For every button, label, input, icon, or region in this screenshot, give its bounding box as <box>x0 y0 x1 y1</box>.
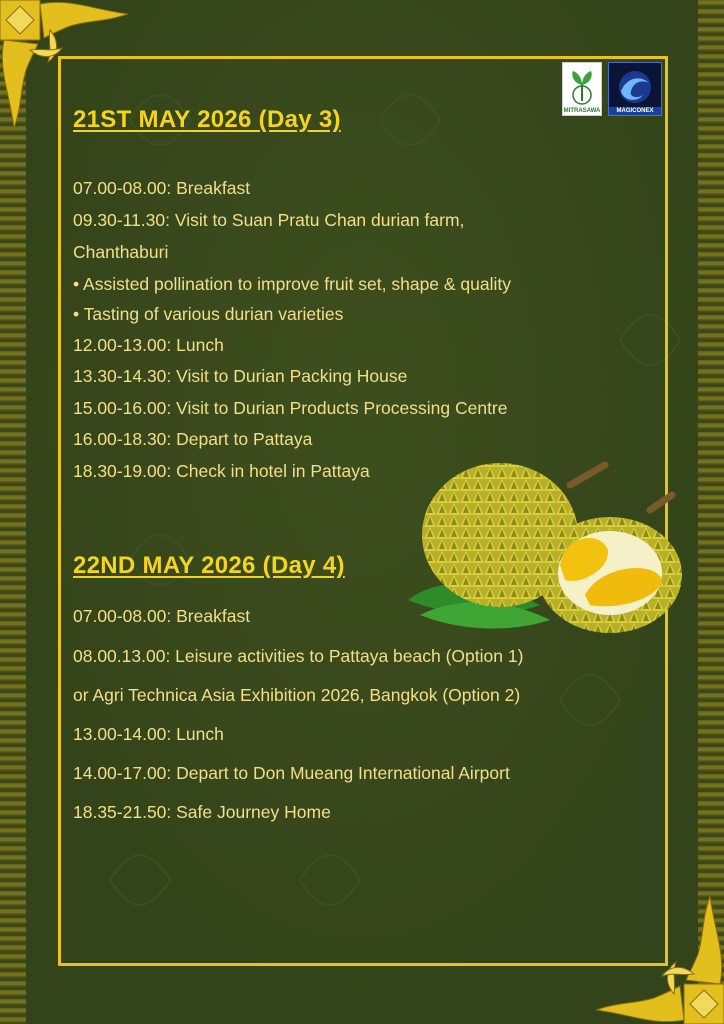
day3-line-5: • Tasting of various durian varieties <box>73 304 344 324</box>
day3-line-4: • Assisted pollination to improve fruit set, shape & quality <box>73 274 512 294</box>
day4-line-1: 07.00-08.00: Breakfast <box>73 606 251 626</box>
sponsor-logos <box>562 62 662 116</box>
day4-line-5: 14.00-17.00: Depart to Don Mueang International Airport <box>73 763 510 783</box>
left-border-pattern <box>0 0 26 1024</box>
day3-line-6: 12.00-13.00: Lunch <box>73 335 224 355</box>
day3-line-3: Chanthaburi <box>73 242 169 262</box>
magiconex-logo <box>608 62 662 116</box>
durian-fruit-image <box>400 455 690 640</box>
day4-line-3: or Agri Technica Asia Exhibition 2026, Bangkok (Option 2) <box>73 685 521 705</box>
plant-logo-icon <box>567 67 597 107</box>
day3-line-9: 16.00-18.30: Depart to Pattaya <box>73 429 313 449</box>
day3-line-7: 13.30-14.30: Visit to Durian Packing House <box>73 366 408 386</box>
day4-heading: 22ND MAY 2026 (Day 4) <box>73 552 345 579</box>
day3-line-8: 15.00-16.00: Visit to Durian Products Processing Centre <box>73 398 508 418</box>
day3-line-1: 07.00-08.00: Breakfast <box>73 178 251 198</box>
wave-logo-icon <box>613 67 657 107</box>
day4-line-6: 18.35-21.50: Safe Journey Home <box>73 802 331 822</box>
day4-line-4: 13.00-14.00: Lunch <box>73 724 224 744</box>
day4-line-2: 08.00.13.00: Leisure activities to Pattaya beach (Option 1) <box>73 646 524 666</box>
mitrasawa-logo <box>562 62 602 116</box>
magiconex-logo-text: MAGICONEX <box>609 107 661 115</box>
mitrasawa-logo-text: MITRASAWA <box>563 108 601 114</box>
right-border-pattern <box>698 0 724 1024</box>
day3-heading: 21ST MAY 2026 (Day 3) <box>73 106 341 133</box>
day3-line-2: 09.30-11.30: Visit to Suan Pratu Chan durian farm, <box>73 210 465 230</box>
day3-line-10: 18.30-19.00: Check in hotel in Pattaya <box>73 461 370 481</box>
